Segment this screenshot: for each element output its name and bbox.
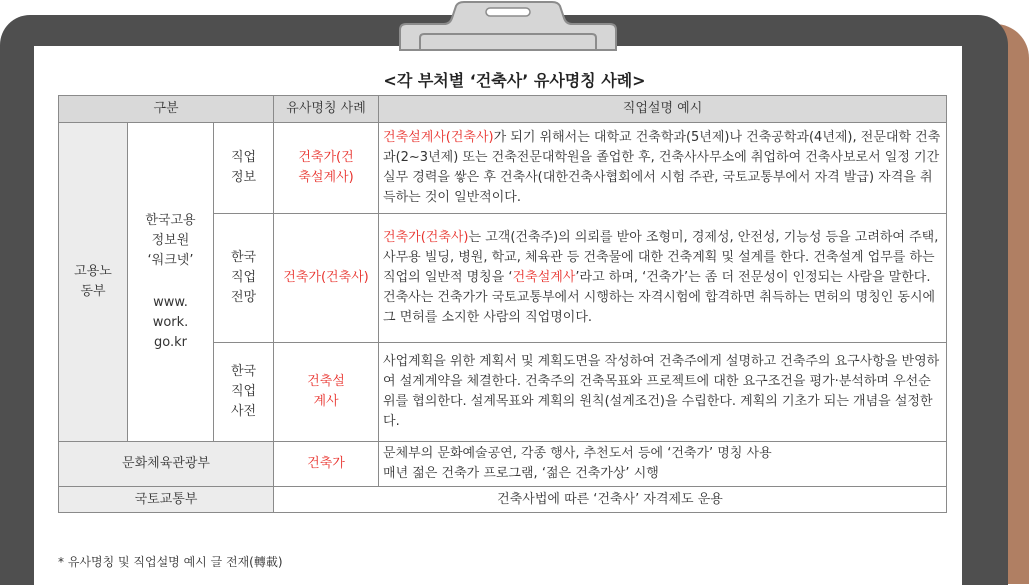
source-cell xyxy=(214,214,274,343)
description-highlight: 건축설계사(건축사) xyxy=(383,130,494,145)
description-cell xyxy=(379,442,947,487)
ministry-label: 고용노동부 xyxy=(74,264,112,299)
source-cell xyxy=(214,343,274,442)
worknet-url2: work. xyxy=(152,315,189,330)
table-header-row xyxy=(59,96,947,123)
description-cell xyxy=(379,214,947,343)
header-similar-name: 유사명칭 사례 xyxy=(274,96,379,123)
naming-table xyxy=(58,95,947,513)
description-cell: 건축사법에 따른 ‘건축사’ 자격제도 운용 xyxy=(274,487,947,513)
worknet-line3: ‘워크넷’ xyxy=(147,253,194,268)
clip-icon xyxy=(392,0,624,52)
footnote: * 유사명칭 및 직업설명 예시 글 전재(轉載) xyxy=(58,555,283,569)
worknet-line2: 정보원 xyxy=(151,233,190,248)
description-cell xyxy=(379,123,947,214)
description-line2: 매년 젊은 건축가 프로그램, ‘젊은 건축가상’ 시행 xyxy=(383,466,659,481)
similar-name: 건축가(건축사) xyxy=(283,270,369,285)
description-text: ’라고 하며, ‘건축가’는 좀 더 전문성이 인정되는 사람을 말한다. 건축사는 건축가가 국토교통부에서 시행하는 자격시험에 합격하면 취득하는 면허의 명칭인 동시에 그 면허를 소지한 사람의 직업명이다. xyxy=(383,270,936,325)
similar-name: 건축가(건축설계사) xyxy=(298,150,354,185)
worknet-cell xyxy=(128,123,214,442)
description-text: 사업계획을 위한 계획서 및 계획도면을 작성하여 건축주에게 설명하고 건축주의 요구사항을 반영하여 설계계약을 체결한다. 건축주의 건축목표와 프로젝트에 대한 요구조건을 평가·분석하며 우선순위를 협의한다. 설계목표와 계획의 원칙(설계조건)을 수립한다. 계획의 기초가 되는 개념을 설정한다. xyxy=(383,354,940,429)
ministry-cell: 문화체육관광부 xyxy=(59,442,274,487)
worknet-url3: go.kr xyxy=(154,335,187,350)
header-description: 직업설명 예시 xyxy=(379,96,947,123)
description-highlight: 건축설계사 xyxy=(512,270,576,285)
worknet-line1: 한국고용 xyxy=(145,213,196,228)
worknet-url1: www. xyxy=(153,295,188,310)
source-label: 직업정보 xyxy=(230,150,257,185)
similar-name-cell xyxy=(274,123,379,214)
similar-name-cell: 건축가 xyxy=(274,442,379,487)
table-title: <각 부처별 ‘건축사’ 유사명칭 사례> xyxy=(383,71,646,90)
similar-name-cell xyxy=(274,343,379,442)
description-text: 는 고객(건축주)의 의뢰를 받아 조형미, 경제성, 안전성, 기능성 등을 고려하여 주택, 사무용 빌딩, 병원, 학교, 체육관 등 건축물에 대한 건축계획 및 설계를 한다. 건축설계 업무를 하는 직업의 일반적 명칭을 ‘ xyxy=(383,230,939,285)
source-label: 한국직업사전 xyxy=(230,364,257,419)
description-highlight: 건축가(건축사) xyxy=(383,230,469,245)
table-row xyxy=(59,123,947,214)
similar-name-cell xyxy=(274,214,379,343)
header-category: 구분 xyxy=(59,96,274,123)
description-cell xyxy=(379,343,947,442)
description-line1: 문체부의 문화예술공연, 각종 행사, 추천도서 등에 ‘건축가’ 명칭 사용 xyxy=(383,446,772,461)
source-label: 한국직업전망 xyxy=(230,250,257,305)
ministry-cell xyxy=(59,123,128,442)
ministry-cell: 국토교통부 xyxy=(59,487,274,513)
description-text: 가 되기 위해서는 대학교 건축학과(5년제)나 건축공학과(4년제), 전문대학 건축과(2~3년제) 또는 건축전문대학원을 졸업한 후, 건축사사무소에 취업하여 건축사보로서 일정 기간 실무 경력을 쌓은 후 건축사(대한건축사협회에서 시험 주관, 국토교통부에서 자격 발급) 자격을 취득하는 것이 일반적이다. xyxy=(383,130,941,205)
table-row xyxy=(59,487,947,513)
similar-name: 건축설계사 xyxy=(307,374,345,409)
source-cell xyxy=(214,123,274,214)
table-row xyxy=(59,442,947,487)
